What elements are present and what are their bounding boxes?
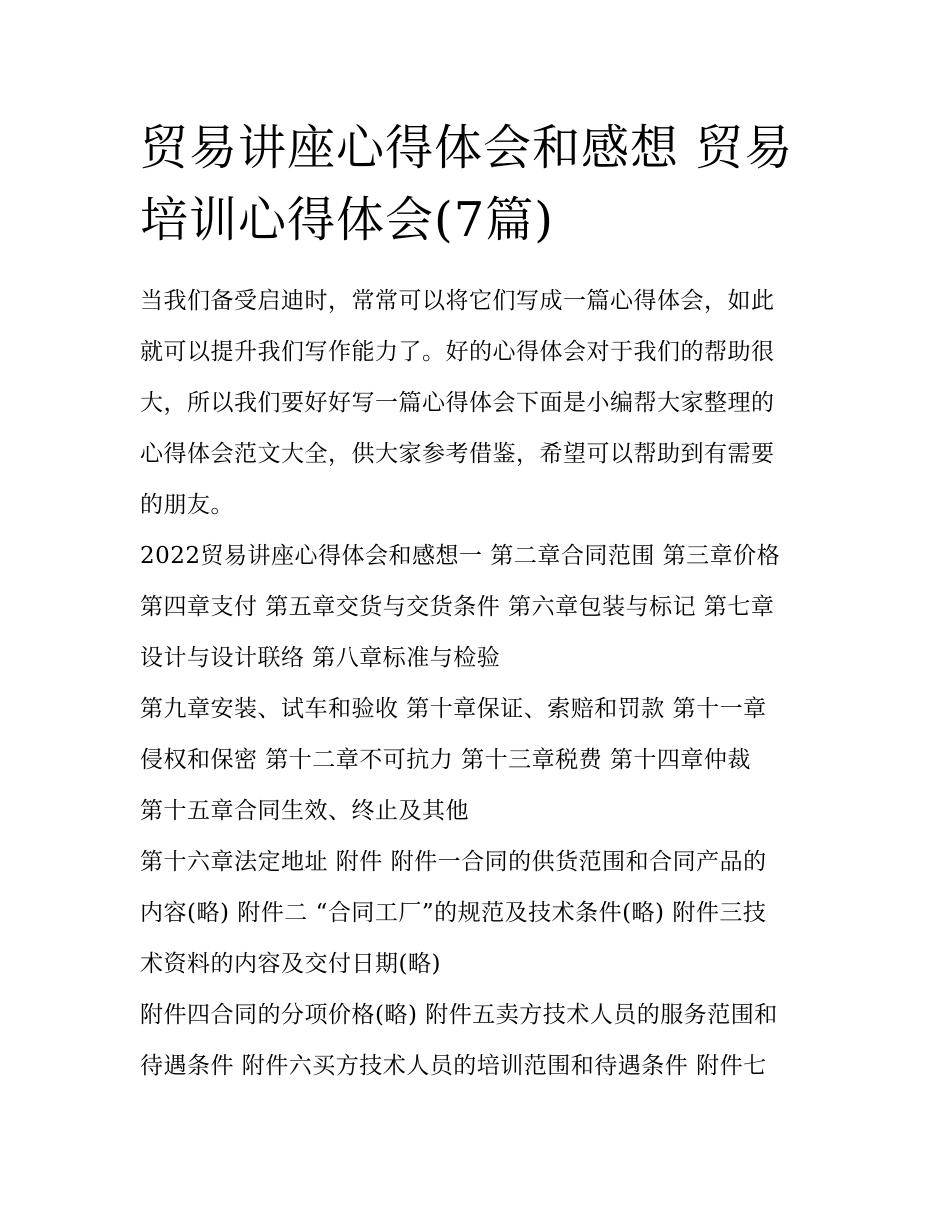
chapter-list-paragraph-2: 第九章安装、试车和验收 第十章保证、索赔和罚款 第十一章 侵权和保密 第十二章不可抗力 第十三章税费 第十四章仲裁 第十五章合同生效、终止及其他 bbox=[140, 696, 767, 824]
chapter-list-paragraph-1: 2022贸易讲座心得体会和感想一 第二章合同范围 第三章价格 第四章支付 第五章交货与交货条件 第六章包装与标记 第七章 设计与设计联络 第八章标准与检验 bbox=[140, 543, 781, 671]
appendix-list-paragraph-2: 附件四合同的分项价格(略) 附件五卖方技术人员的服务范围和 待遇条件 附件六买方技术人员的培训范围和待遇条件 附件七 bbox=[140, 1002, 778, 1079]
appendix-list-paragraph-1: 第十六章法定地址 附件 附件一合同的供货范围和合同产品的 内容(略) 附件二 “合同工厂”的规范及技术条件(略) 附件三技 术资料的内容及交付日期(略) bbox=[140, 849, 767, 977]
document-title: 贸易讲座心得体会和感想 贸易 培训心得体会(7篇) bbox=[140, 120, 794, 248]
intro-paragraph: 当我们备受启迪时，常常可以将它们写成一篇心得体会，如此 就可以提升我们写作能力了。好的心得体会对于我们的帮助很 大，所以我们要好好写一篇心得体会下面是小编帮大家整理的 心得体会范文大全，供大家参考借鉴，希望可以帮助到有需要 的朋友。 bbox=[140, 288, 775, 518]
document-body bbox=[140, 276, 820, 1092]
